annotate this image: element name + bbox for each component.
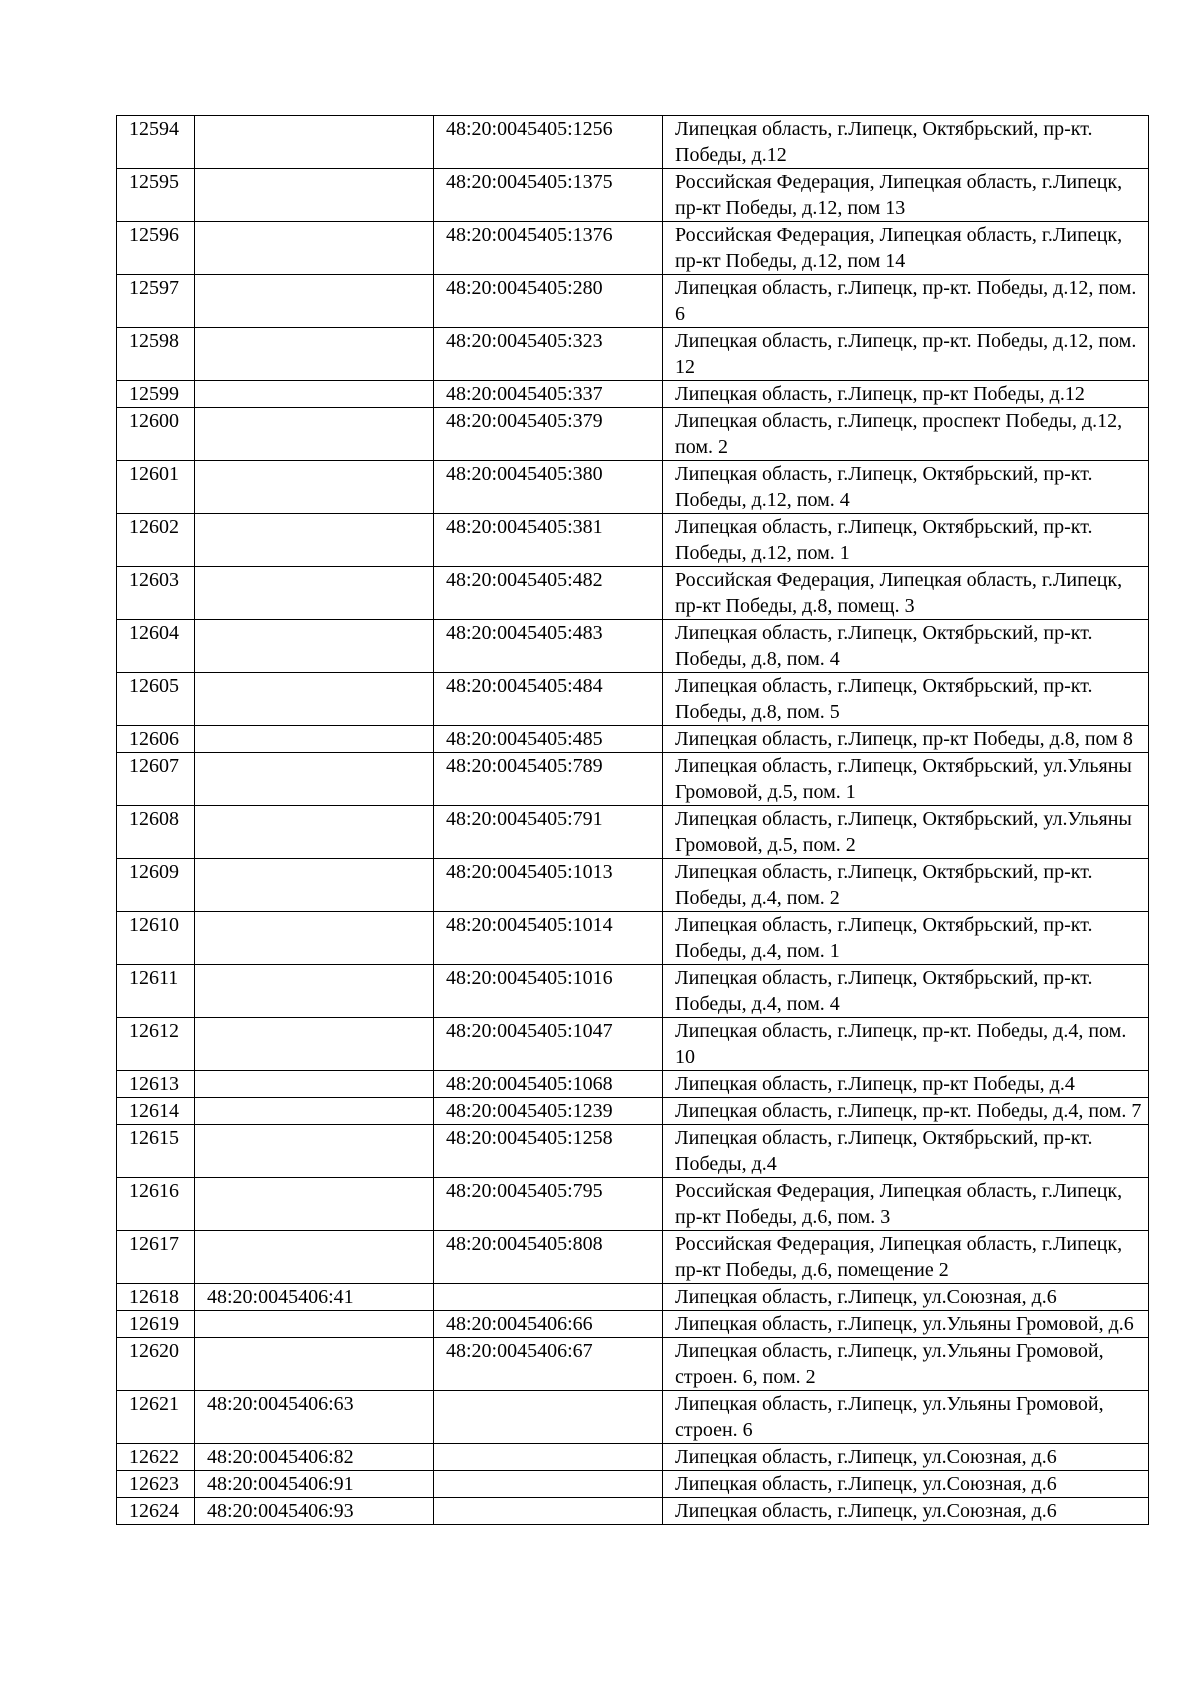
row-number-cell: 12612 bbox=[117, 1018, 195, 1071]
row-number-cell: 12621 bbox=[117, 1391, 195, 1444]
row-number-cell: 12618 bbox=[117, 1284, 195, 1311]
row-number-cell: 12597 bbox=[117, 275, 195, 328]
address-cell: Липецкая область, г.Липецк, пр-кт Победы, д.12 bbox=[663, 381, 1149, 408]
row-number-cell: 12606 bbox=[117, 726, 195, 753]
row-number-cell: 12619 bbox=[117, 1311, 195, 1338]
object-cadastral-number-cell bbox=[434, 1284, 663, 1311]
row-number-cell: 12611 bbox=[117, 965, 195, 1018]
land-cadastral-number-cell bbox=[195, 753, 434, 806]
address-cell: Липецкая область, г.Липецк, Октябрьский, пр-кт. Победы, д.8, пом. 5 bbox=[663, 673, 1149, 726]
land-cadastral-number-cell bbox=[195, 1098, 434, 1125]
object-cadastral-number-cell: 48:20:0045405:323 bbox=[434, 328, 663, 381]
object-cadastral-number-cell: 48:20:0045405:1068 bbox=[434, 1071, 663, 1098]
address-cell: Липецкая область, г.Липецк, ул.Ульяны Громовой, строен. 6, пом. 2 bbox=[663, 1338, 1149, 1391]
address-cell: Липецкая область, г.Липецк, Октябрьский, пр-кт. Победы, д.4, пом. 4 bbox=[663, 965, 1149, 1018]
object-cadastral-number-cell: 48:20:0045405:1016 bbox=[434, 965, 663, 1018]
row-number-cell: 12607 bbox=[117, 753, 195, 806]
land-cadastral-number-cell bbox=[195, 726, 434, 753]
object-cadastral-number-cell: 48:20:0045405:795 bbox=[434, 1178, 663, 1231]
object-cadastral-number-cell: 48:20:0045405:482 bbox=[434, 567, 663, 620]
land-cadastral-number-cell bbox=[195, 1018, 434, 1071]
land-cadastral-number-cell bbox=[195, 1178, 434, 1231]
land-cadastral-number-cell bbox=[195, 222, 434, 275]
table-row bbox=[117, 1098, 1149, 1125]
row-number-cell: 12624 bbox=[117, 1498, 195, 1525]
object-cadastral-number-cell bbox=[434, 1391, 663, 1444]
address-cell: Российская Федерация, Липецкая область, г.Липецк, пр-кт Победы, д.6, помещение 2 bbox=[663, 1231, 1149, 1284]
table-row bbox=[117, 1471, 1149, 1498]
row-number-cell: 12605 bbox=[117, 673, 195, 726]
address-cell: Российская Федерация, Липецкая область, г.Липецк, пр-кт Победы, д.8, помещ. 3 bbox=[663, 567, 1149, 620]
object-cadastral-number-cell: 48:20:0045405:1013 bbox=[434, 859, 663, 912]
row-number-cell: 12617 bbox=[117, 1231, 195, 1284]
land-cadastral-number-cell bbox=[195, 673, 434, 726]
land-cadastral-number-cell bbox=[195, 461, 434, 514]
row-number-cell: 12616 bbox=[117, 1178, 195, 1231]
address-cell: Липецкая область, г.Липецк, Октябрьский, пр-кт. Победы, д.12, пом. 1 bbox=[663, 514, 1149, 567]
address-cell: Липецкая область, г.Липецк, ул.Союзная, д.6 bbox=[663, 1471, 1149, 1498]
row-number-cell: 12613 bbox=[117, 1071, 195, 1098]
row-number-cell: 12600 bbox=[117, 408, 195, 461]
address-cell: Липецкая область, г.Липецк, проспект Победы, д.12, пом. 2 bbox=[663, 408, 1149, 461]
object-cadastral-number-cell: 48:20:0045405:1256 bbox=[434, 116, 663, 169]
row-number-cell: 12603 bbox=[117, 567, 195, 620]
address-cell: Липецкая область, г.Липецк, Октябрьский, пр-кт. Победы, д.12, пом. 4 bbox=[663, 461, 1149, 514]
object-cadastral-number-cell: 48:20:0045405:1375 bbox=[434, 169, 663, 222]
object-cadastral-number-cell: 48:20:0045405:485 bbox=[434, 726, 663, 753]
table-row bbox=[117, 1444, 1149, 1471]
row-number-cell: 12594 bbox=[117, 116, 195, 169]
land-cadastral-number-cell bbox=[195, 1338, 434, 1391]
address-cell: Липецкая область, г.Липецк, ул.Ульяны Громовой, строен. 6 bbox=[663, 1391, 1149, 1444]
object-cadastral-number-cell bbox=[434, 1498, 663, 1525]
table-row bbox=[117, 753, 1149, 806]
table-row bbox=[117, 859, 1149, 912]
row-number-cell: 12601 bbox=[117, 461, 195, 514]
table-row bbox=[117, 116, 1149, 169]
address-cell: Липецкая область, г.Липецк, пр-кт Победы, д.4 bbox=[663, 1071, 1149, 1098]
land-cadastral-number-cell bbox=[195, 514, 434, 567]
object-cadastral-number-cell: 48:20:0045405:337 bbox=[434, 381, 663, 408]
row-number-cell: 12623 bbox=[117, 1471, 195, 1498]
object-cadastral-number-cell: 48:20:0045405:791 bbox=[434, 806, 663, 859]
land-cadastral-number-cell bbox=[195, 169, 434, 222]
table-row bbox=[117, 1231, 1149, 1284]
object-cadastral-number-cell: 48:20:0045405:380 bbox=[434, 461, 663, 514]
address-cell: Липецкая область, г.Липецк, ул.Союзная, д.6 bbox=[663, 1444, 1149, 1471]
address-cell: Российская Федерация, Липецкая область, г.Липецк, пр-кт Победы, д.12, пом 14 bbox=[663, 222, 1149, 275]
address-cell: Липецкая область, г.Липецк, пр-кт. Победы, д.12, пом. 6 bbox=[663, 275, 1149, 328]
land-cadastral-number-cell bbox=[195, 1071, 434, 1098]
address-cell: Липецкая область, г.Липецк, Октябрьский, ул.Ульяны Громовой, д.5, пом. 2 bbox=[663, 806, 1149, 859]
land-cadastral-number-cell bbox=[195, 620, 434, 673]
address-cell: Липецкая область, г.Липецк, Октябрьский, пр-кт. Победы, д.4, пом. 1 bbox=[663, 912, 1149, 965]
land-cadastral-number-cell bbox=[195, 1231, 434, 1284]
table-row bbox=[117, 222, 1149, 275]
address-cell: Липецкая область, г.Липецк, Октябрьский, пр-кт. Победы, д.4 bbox=[663, 1125, 1149, 1178]
land-cadastral-number-cell: 48:20:0045406:93 bbox=[195, 1498, 434, 1525]
row-number-cell: 12610 bbox=[117, 912, 195, 965]
object-cadastral-number-cell: 48:20:0045406:67 bbox=[434, 1338, 663, 1391]
table-row bbox=[117, 1311, 1149, 1338]
object-cadastral-number-cell: 48:20:0045405:483 bbox=[434, 620, 663, 673]
table-row bbox=[117, 461, 1149, 514]
table-row bbox=[117, 1284, 1149, 1311]
address-cell: Российская Федерация, Липецкая область, г.Липецк, пр-кт Победы, д.12, пом 13 bbox=[663, 169, 1149, 222]
object-cadastral-number-cell: 48:20:0045405:808 bbox=[434, 1231, 663, 1284]
table-row bbox=[117, 1125, 1149, 1178]
land-cadastral-number-cell bbox=[195, 965, 434, 1018]
table-row bbox=[117, 1338, 1149, 1391]
object-cadastral-number-cell: 48:20:0045405:1258 bbox=[434, 1125, 663, 1178]
object-cadastral-number-cell: 48:20:0045405:1239 bbox=[434, 1098, 663, 1125]
object-cadastral-number-cell bbox=[434, 1471, 663, 1498]
row-number-cell: 12602 bbox=[117, 514, 195, 567]
address-cell: Липецкая область, г.Липецк, Октябрьский, пр-кт. Победы, д.4, пом. 2 bbox=[663, 859, 1149, 912]
address-cell: Липецкая область, г.Липецк, пр-кт. Победы, д.4, пом. 10 bbox=[663, 1018, 1149, 1071]
land-cadastral-number-cell bbox=[195, 1311, 434, 1338]
row-number-cell: 12614 bbox=[117, 1098, 195, 1125]
table-row bbox=[117, 1391, 1149, 1444]
row-number-cell: 12596 bbox=[117, 222, 195, 275]
object-cadastral-number-cell: 48:20:0045405:1014 bbox=[434, 912, 663, 965]
land-cadastral-number-cell bbox=[195, 275, 434, 328]
property-registry-table bbox=[116, 115, 1149, 1525]
table-row bbox=[117, 514, 1149, 567]
land-cadastral-number-cell: 48:20:0045406:41 bbox=[195, 1284, 434, 1311]
land-cadastral-number-cell: 48:20:0045406:63 bbox=[195, 1391, 434, 1444]
address-cell: Липецкая область, г.Липецк, ул.Ульяны Громовой, д.6 bbox=[663, 1311, 1149, 1338]
row-number-cell: 12615 bbox=[117, 1125, 195, 1178]
object-cadastral-number-cell: 48:20:0045405:1047 bbox=[434, 1018, 663, 1071]
table-row bbox=[117, 328, 1149, 381]
object-cadastral-number-cell bbox=[434, 1444, 663, 1471]
address-cell: Липецкая область, г.Липецк, Октябрьский, пр-кт. Победы, д.8, пом. 4 bbox=[663, 620, 1149, 673]
table-row bbox=[117, 381, 1149, 408]
table-row bbox=[117, 806, 1149, 859]
land-cadastral-number-cell: 48:20:0045406:91 bbox=[195, 1471, 434, 1498]
table-row bbox=[117, 567, 1149, 620]
land-cadastral-number-cell bbox=[195, 912, 434, 965]
land-cadastral-number-cell bbox=[195, 116, 434, 169]
table-row bbox=[117, 620, 1149, 673]
address-cell: Российская Федерация, Липецкая область, г.Липецк, пр-кт Победы, д.6, пом. 3 bbox=[663, 1178, 1149, 1231]
table-row bbox=[117, 1498, 1149, 1525]
table-row bbox=[117, 726, 1149, 753]
row-number-cell: 12595 bbox=[117, 169, 195, 222]
object-cadastral-number-cell: 48:20:0045405:789 bbox=[434, 753, 663, 806]
row-number-cell: 12620 bbox=[117, 1338, 195, 1391]
table-row bbox=[117, 1071, 1149, 1098]
row-number-cell: 12609 bbox=[117, 859, 195, 912]
table-row bbox=[117, 965, 1149, 1018]
land-cadastral-number-cell bbox=[195, 859, 434, 912]
object-cadastral-number-cell: 48:20:0045405:484 bbox=[434, 673, 663, 726]
table-row bbox=[117, 1018, 1149, 1071]
table-row bbox=[117, 169, 1149, 222]
land-cadastral-number-cell bbox=[195, 567, 434, 620]
object-cadastral-number-cell: 48:20:0045405:381 bbox=[434, 514, 663, 567]
land-cadastral-number-cell bbox=[195, 408, 434, 461]
registry-table-body bbox=[117, 116, 1149, 1525]
object-cadastral-number-cell: 48:20:0045405:280 bbox=[434, 275, 663, 328]
address-cell: Липецкая область, г.Липецк, пр-кт. Победы, д.4, пом. 7 bbox=[663, 1098, 1149, 1125]
address-cell: Липецкая область, г.Липецк, Октябрьский, пр-кт. Победы, д.12 bbox=[663, 116, 1149, 169]
land-cadastral-number-cell bbox=[195, 1125, 434, 1178]
row-number-cell: 12604 bbox=[117, 620, 195, 673]
row-number-cell: 12622 bbox=[117, 1444, 195, 1471]
address-cell: Липецкая область, г.Липецк, ул.Союзная, д.6 bbox=[663, 1498, 1149, 1525]
table-row bbox=[117, 912, 1149, 965]
address-cell: Липецкая область, г.Липецк, пр-кт. Победы, д.12, пом. 12 bbox=[663, 328, 1149, 381]
object-cadastral-number-cell: 48:20:0045405:379 bbox=[434, 408, 663, 461]
object-cadastral-number-cell: 48:20:0045405:1376 bbox=[434, 222, 663, 275]
object-cadastral-number-cell: 48:20:0045406:66 bbox=[434, 1311, 663, 1338]
address-cell: Липецкая область, г.Липецк, пр-кт Победы, д.8, пом 8 bbox=[663, 726, 1149, 753]
land-cadastral-number-cell bbox=[195, 381, 434, 408]
table-row bbox=[117, 408, 1149, 461]
address-cell: Липецкая область, г.Липецк, Октябрьский, ул.Ульяны Громовой, д.5, пом. 1 bbox=[663, 753, 1149, 806]
row-number-cell: 12608 bbox=[117, 806, 195, 859]
land-cadastral-number-cell: 48:20:0045406:82 bbox=[195, 1444, 434, 1471]
table-row bbox=[117, 673, 1149, 726]
row-number-cell: 12599 bbox=[117, 381, 195, 408]
land-cadastral-number-cell bbox=[195, 806, 434, 859]
table-row bbox=[117, 275, 1149, 328]
row-number-cell: 12598 bbox=[117, 328, 195, 381]
table-row bbox=[117, 1178, 1149, 1231]
land-cadastral-number-cell bbox=[195, 328, 434, 381]
address-cell: Липецкая область, г.Липецк, ул.Союзная, д.6 bbox=[663, 1284, 1149, 1311]
